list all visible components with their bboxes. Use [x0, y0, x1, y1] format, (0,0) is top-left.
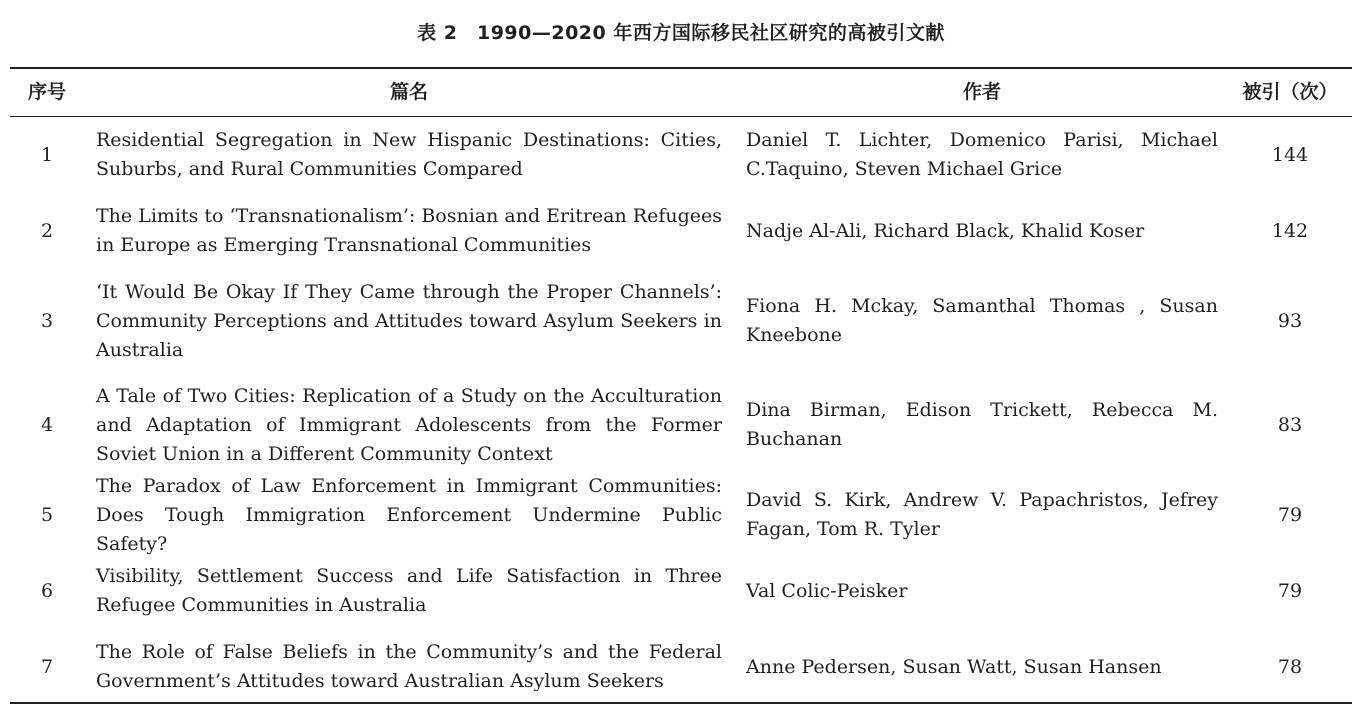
- citation-count: 83: [1277, 413, 1303, 436]
- paper-title: The Paradox of Law Enforcement in Immigrant Communities: Does Tough Immigration Enforcement Undermine Public Safety?: [96, 474, 722, 555]
- table-row: [10, 474, 1352, 555]
- row-number: 7: [40, 655, 54, 678]
- citation-count: 78: [1277, 655, 1303, 678]
- row-number: 6: [40, 579, 54, 602]
- citation-count: 93: [1277, 309, 1303, 332]
- paper-authors: Fiona H. Mckay, Samanthal Thomas , Susan Kneebone: [746, 295, 1218, 346]
- paper-authors: David S. Kirk, Andrew V. Papachristos, Jefrey Fagan, Tom R. Tyler: [746, 489, 1218, 540]
- table-row: [10, 560, 1352, 622]
- row-number: 5: [40, 503, 54, 526]
- citation-count: 142: [1271, 219, 1309, 242]
- paper-title: The Role of False Beliefs in the Community’s and the Federal Government’s Attitudes toward Australian Asylum Seekers: [96, 641, 722, 692]
- table-row: [10, 124, 1352, 186]
- paper-title: ‘It Would Be Okay If They Came through the Proper Channels’: Community Perceptions and Attitudes toward Asylum Seekers in Australia: [96, 280, 722, 361]
- row-number: 3: [40, 309, 54, 332]
- table-row: [10, 276, 1352, 366]
- header-number: 序号: [27, 81, 66, 103]
- paper-authors: Nadje Al-Ali, Richard Black, Khalid Koser: [746, 219, 1145, 242]
- table-row: [10, 380, 1352, 470]
- header-citations: 被引（次）: [1242, 81, 1338, 103]
- table-header-rule: [10, 116, 1352, 117]
- paper-authors: Daniel T. Lichter, Domenico Parisi, Michael C.Taquino, Steven Michael Grice: [746, 129, 1218, 180]
- row-number: 4: [40, 413, 54, 436]
- citation-count: 144: [1271, 143, 1309, 166]
- table-bottom-rule: [10, 702, 1352, 704]
- row-number: 1: [40, 143, 54, 166]
- paper-title: Visibility, Settlement Success and Life Satisfaction in Three Refugee Communities in Australia: [96, 565, 722, 616]
- table-row: [10, 636, 1352, 698]
- table-title: 表 2 1990—2020 年西方国际移民社区研究的高被引文献: [417, 22, 945, 44]
- paper-authors: Dina Birman, Edison Trickett, Rebecca M. Buchanan: [746, 399, 1218, 450]
- paper-title: Residential Segregation in New Hispanic Destinations: Cities, Suburbs, and Rural Communities Compared: [96, 129, 722, 180]
- table-top-rule: [10, 67, 1352, 69]
- paper-title: A Tale of Two Cities: Replication of a Study on the Acculturation and Adaptation of Immigrant Adolescents from the Former Soviet Union in a Different Community Context: [96, 384, 722, 465]
- row-number: 2: [40, 219, 54, 242]
- paper-authors: Anne Pedersen, Susan Watt, Susan Hansen: [746, 655, 1162, 678]
- table-row: [10, 200, 1352, 262]
- citation-count: 79: [1277, 579, 1303, 602]
- paper-title: The Limits to ‘Transnationalism’: Bosnian and Eritrean Refugees in Europe as Emerging Transnational Communities: [96, 205, 722, 256]
- header-title: 篇名: [389, 81, 428, 103]
- citation-count: 79: [1277, 503, 1303, 526]
- paper-authors: Val Colic-Peisker: [746, 579, 908, 602]
- header-author: 作者: [962, 81, 1001, 103]
